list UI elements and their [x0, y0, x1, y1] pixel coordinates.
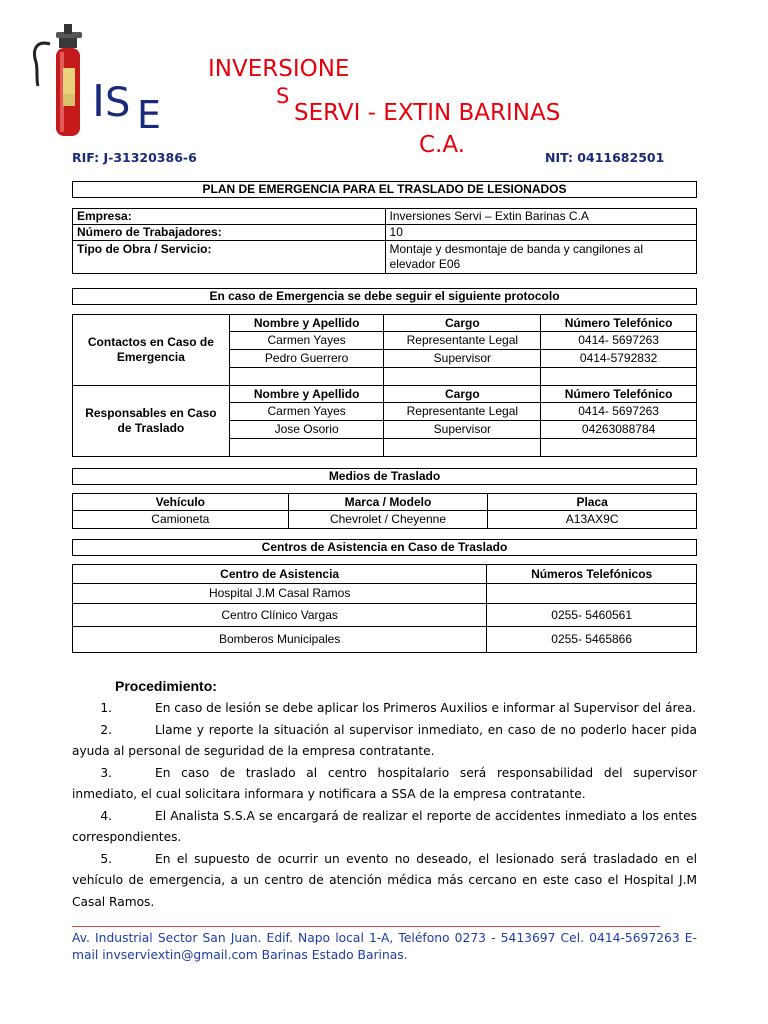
center-name: Hospital J.M Casal Ramos: [73, 584, 487, 604]
step-text: En caso de traslado al centro hospitalario será responsabilidad del supervisor inmediato, el cual solicitara informara y notificara a SSA de la empresa contratante.: [72, 765, 697, 801]
table-row: [73, 209, 697, 225]
contacts-table: [72, 314, 697, 457]
center-name: Bomberos Municipales: [73, 627, 487, 653]
column-header: Cargo: [384, 315, 541, 332]
center-phone: [487, 584, 697, 604]
procedure-title: Procedimiento:: [115, 678, 217, 694]
vehicle-type: Camioneta: [73, 511, 289, 529]
info-value: 10: [385, 225, 696, 241]
procedure-step: [72, 849, 697, 914]
footer-divider: [72, 926, 660, 927]
procedure-step: [72, 720, 697, 763]
contact-role: Representante Legal: [384, 403, 541, 421]
table-row: [73, 511, 697, 529]
step-text: En el supuesto de ocurrir un evento no deseado, el lesionado será trasladado en el vehículo de emergencia, a un centro de atención médica más cercano en este caso el Hospital J.M Casal Ramos.: [72, 851, 697, 909]
step-number: 5.: [100, 851, 112, 866]
table-row: [73, 241, 697, 274]
column-header: Marca / Modelo: [288, 494, 488, 511]
column-header: Número Telefónico: [541, 386, 697, 403]
company-name-line2: SERVI - EXTIN BARINAS: [294, 100, 561, 126]
vehicle-model: Chevrolet / Cheyenne: [288, 511, 488, 529]
table-row: [73, 604, 697, 627]
table-row: [73, 386, 697, 403]
table-row: [73, 225, 697, 241]
column-header: Nombre y Apellido: [229, 315, 384, 332]
rif-number: RIF: J-31320386-6: [72, 150, 197, 165]
contact-phone: 04263088784: [541, 421, 697, 439]
step-number: 3.: [100, 765, 112, 780]
column-header: Números Telefónicos: [487, 565, 697, 584]
step-number: 1.: [100, 701, 112, 715]
contact-name: [229, 368, 384, 386]
nit-number: NIT: 0411682501: [545, 150, 665, 165]
table-row: [73, 584, 697, 604]
contact-role: Supervisor: [384, 421, 541, 439]
table-row: [73, 494, 697, 511]
table-row: [73, 565, 697, 584]
protocol-title: En caso de Emergencia se debe seguir el siguiente protocolo: [72, 288, 697, 305]
company-name-s: S: [276, 84, 290, 108]
company-name-line3: C.A.: [419, 132, 466, 158]
center-name: Centro Clínico Vargas: [73, 604, 487, 627]
procedure-list: [72, 698, 697, 913]
column-header: Nombre y Apellido: [229, 386, 384, 403]
footer-address: Av. Industrial Sector San Juan. Edif. Napo local 1-A, Teléfono 0273 - 5413697 Cel. 0414-5697263 E-mail invserviextin@gmail.com Barinas Estado Barinas.: [72, 931, 697, 962]
transport-title: Medios de Traslado: [72, 468, 697, 485]
step-text: El Analista S.S.A se encargará de realizar el reporte de accidentes inmediato a los entes correspondientes.: [72, 808, 697, 844]
contact-name: Pedro Guerrero: [229, 350, 384, 368]
company-info-table: [72, 208, 697, 274]
step-text: En caso de lesión se debe aplicar los Primeros Auxilios e informar al Supervisor del área.: [155, 701, 697, 715]
fire-extinguisher-icon: [30, 22, 90, 140]
plan-title: PLAN DE EMERGENCIA PARA EL TRASLADO DE LESIONADOS: [72, 181, 697, 198]
step-text: Llame y reporte la situación al supervisor inmediato, en caso de no poderlo hacer pida ayuda al personal de seguridad de la empresa contratante.: [72, 722, 697, 758]
transport-table: [72, 493, 697, 529]
contact-phone: 0414-5792832: [541, 350, 697, 368]
info-label: Empresa:: [73, 209, 386, 225]
logo-letter-s: S: [105, 80, 131, 126]
contact-role: Representante Legal: [384, 332, 541, 350]
info-label: Tipo de Obra / Servicio:: [73, 241, 386, 274]
procedure-step: [72, 763, 697, 806]
company-name-line1: INVERSIONE: [208, 56, 350, 82]
info-label: Número de Trabajadores:: [73, 225, 386, 241]
contact-phone: 0414- 5697263: [541, 403, 697, 421]
vehicle-plate: A13AX9C: [488, 511, 697, 529]
center-phone: 0255- 5465866: [487, 627, 697, 653]
step-number: 2.: [100, 722, 112, 737]
contact-name: Jose Osorio: [229, 421, 384, 439]
center-phone: 0255- 5460561: [487, 604, 697, 627]
step-number: 4.: [100, 808, 112, 823]
contacts-group-label: Responsables en Caso de Traslado: [73, 386, 230, 457]
logo-letter-e: E: [137, 93, 162, 137]
column-header: Placa: [488, 494, 697, 511]
table-row: [73, 315, 697, 332]
column-header: Número Telefónico: [541, 315, 697, 332]
contact-name: Carmen Yayes: [229, 332, 384, 350]
contact-role: Supervisor: [384, 350, 541, 368]
contact-role: [384, 368, 541, 386]
info-value: Montaje y desmontaje de banda y cangilones al elevador E06: [385, 241, 696, 274]
info-value: Inversiones Servi – Extin Barinas C.A: [385, 209, 696, 225]
contact-name: Carmen Yayes: [229, 403, 384, 421]
centers-table: [72, 564, 697, 653]
column-header: Centro de Asistencia: [73, 565, 487, 584]
column-header: Cargo: [384, 386, 541, 403]
contact-phone: [541, 368, 697, 386]
contact-phone: [541, 439, 697, 457]
contacts-group-label: Contactos en Caso de Emergencia: [73, 315, 230, 386]
procedure-step: [72, 806, 697, 849]
table-row: [73, 627, 697, 653]
contact-phone: 0414- 5697263: [541, 332, 697, 350]
column-header: Vehículo: [73, 494, 289, 511]
contact-role: [384, 439, 541, 457]
procedure-step: [72, 698, 697, 720]
contact-name: [229, 439, 384, 457]
centers-title: Centros de Asistencia en Caso de Traslado: [72, 539, 697, 556]
logo-letter-i: I: [92, 76, 105, 127]
